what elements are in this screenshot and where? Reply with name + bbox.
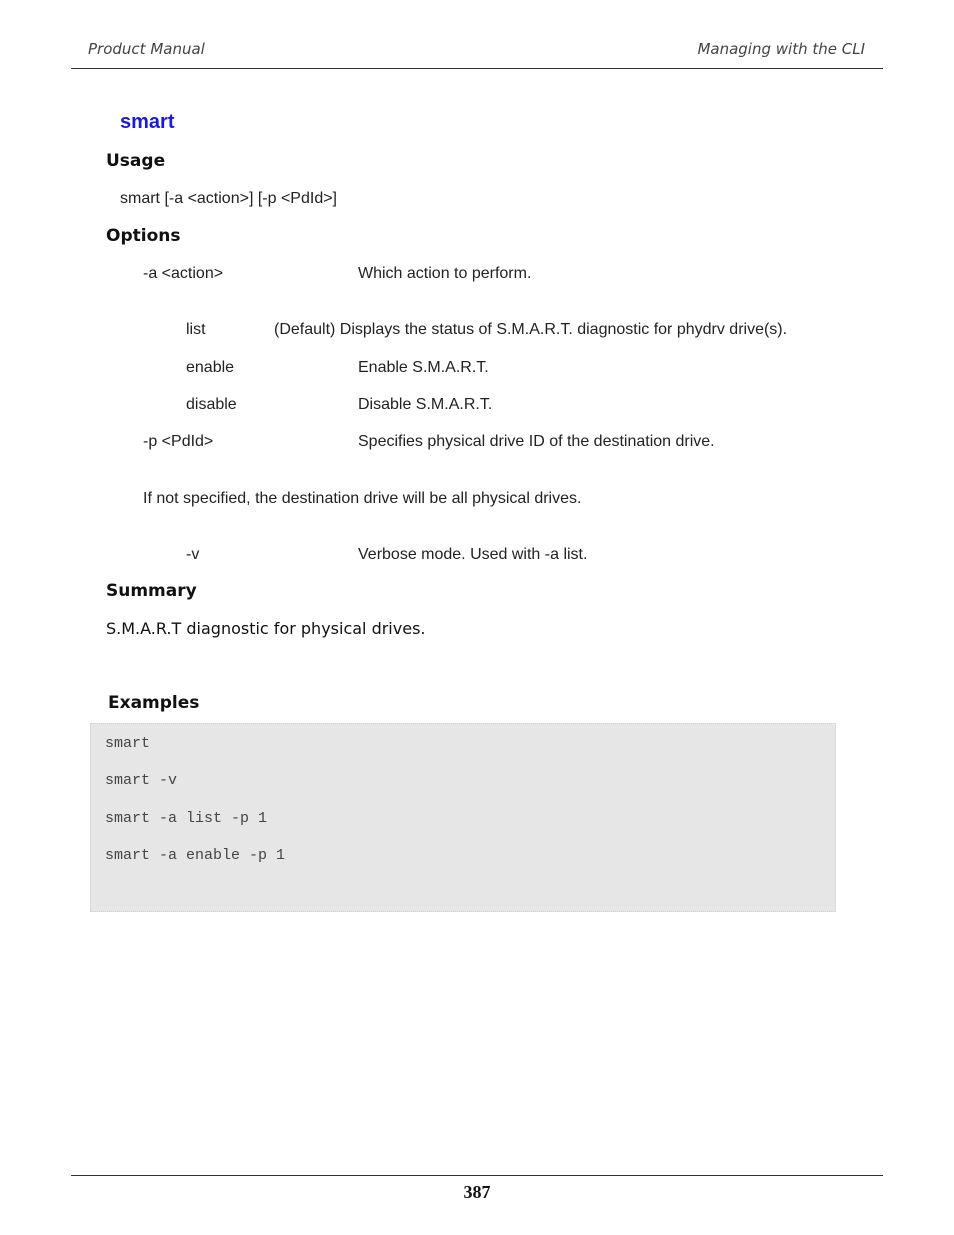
header-rule	[71, 68, 883, 69]
action-list-name: list	[186, 321, 206, 338]
action-list-desc: (Default) Displays the status of S.M.A.R.T. diagnostic for phydrv drive(s).	[274, 321, 788, 338]
action-disable-name: disable	[186, 396, 237, 413]
summary-text: S.M.A.R.T diagnostic for physical drives.	[106, 619, 426, 638]
action-enable-desc: Enable S.M.A.R.T.	[358, 359, 489, 376]
example-line: smart -v	[105, 772, 178, 789]
option-v-desc: Verbose mode. Used with -a list.	[358, 546, 588, 563]
option-a-flag: -a <action>	[143, 265, 224, 282]
option-v-flag: -v	[186, 546, 200, 563]
option-p-note: If not specified, the destination drive will be all physical drives.	[143, 490, 582, 507]
action-disable-desc: Disable S.M.A.R.T.	[358, 396, 493, 413]
usage-syntax: smart [-a <action>] [-p <PdId>]	[120, 190, 337, 207]
option-p-flag: -p <PdId>	[143, 433, 214, 450]
command-title: smart	[120, 111, 175, 133]
options-heading: Options	[106, 226, 181, 246]
page-number: 387	[463, 1182, 491, 1202]
summary-heading: Summary	[106, 581, 197, 601]
action-enable-name: enable	[186, 359, 235, 376]
example-line: smart -a enable -p 1	[105, 847, 286, 864]
example-line: smart	[105, 735, 151, 752]
example-line: smart -a list -p 1	[105, 810, 268, 827]
examples-heading: Examples	[108, 693, 200, 713]
header-doc-title: Product Manual	[88, 40, 205, 58]
option-a-desc: Which action to perform.	[358, 265, 532, 282]
option-p-desc: Specifies physical drive ID of the destination drive.	[358, 433, 715, 450]
usage-heading: Usage	[106, 151, 166, 171]
footer-rule	[71, 1175, 883, 1176]
header-chapter-title: Managing with the CLI	[697, 40, 865, 58]
